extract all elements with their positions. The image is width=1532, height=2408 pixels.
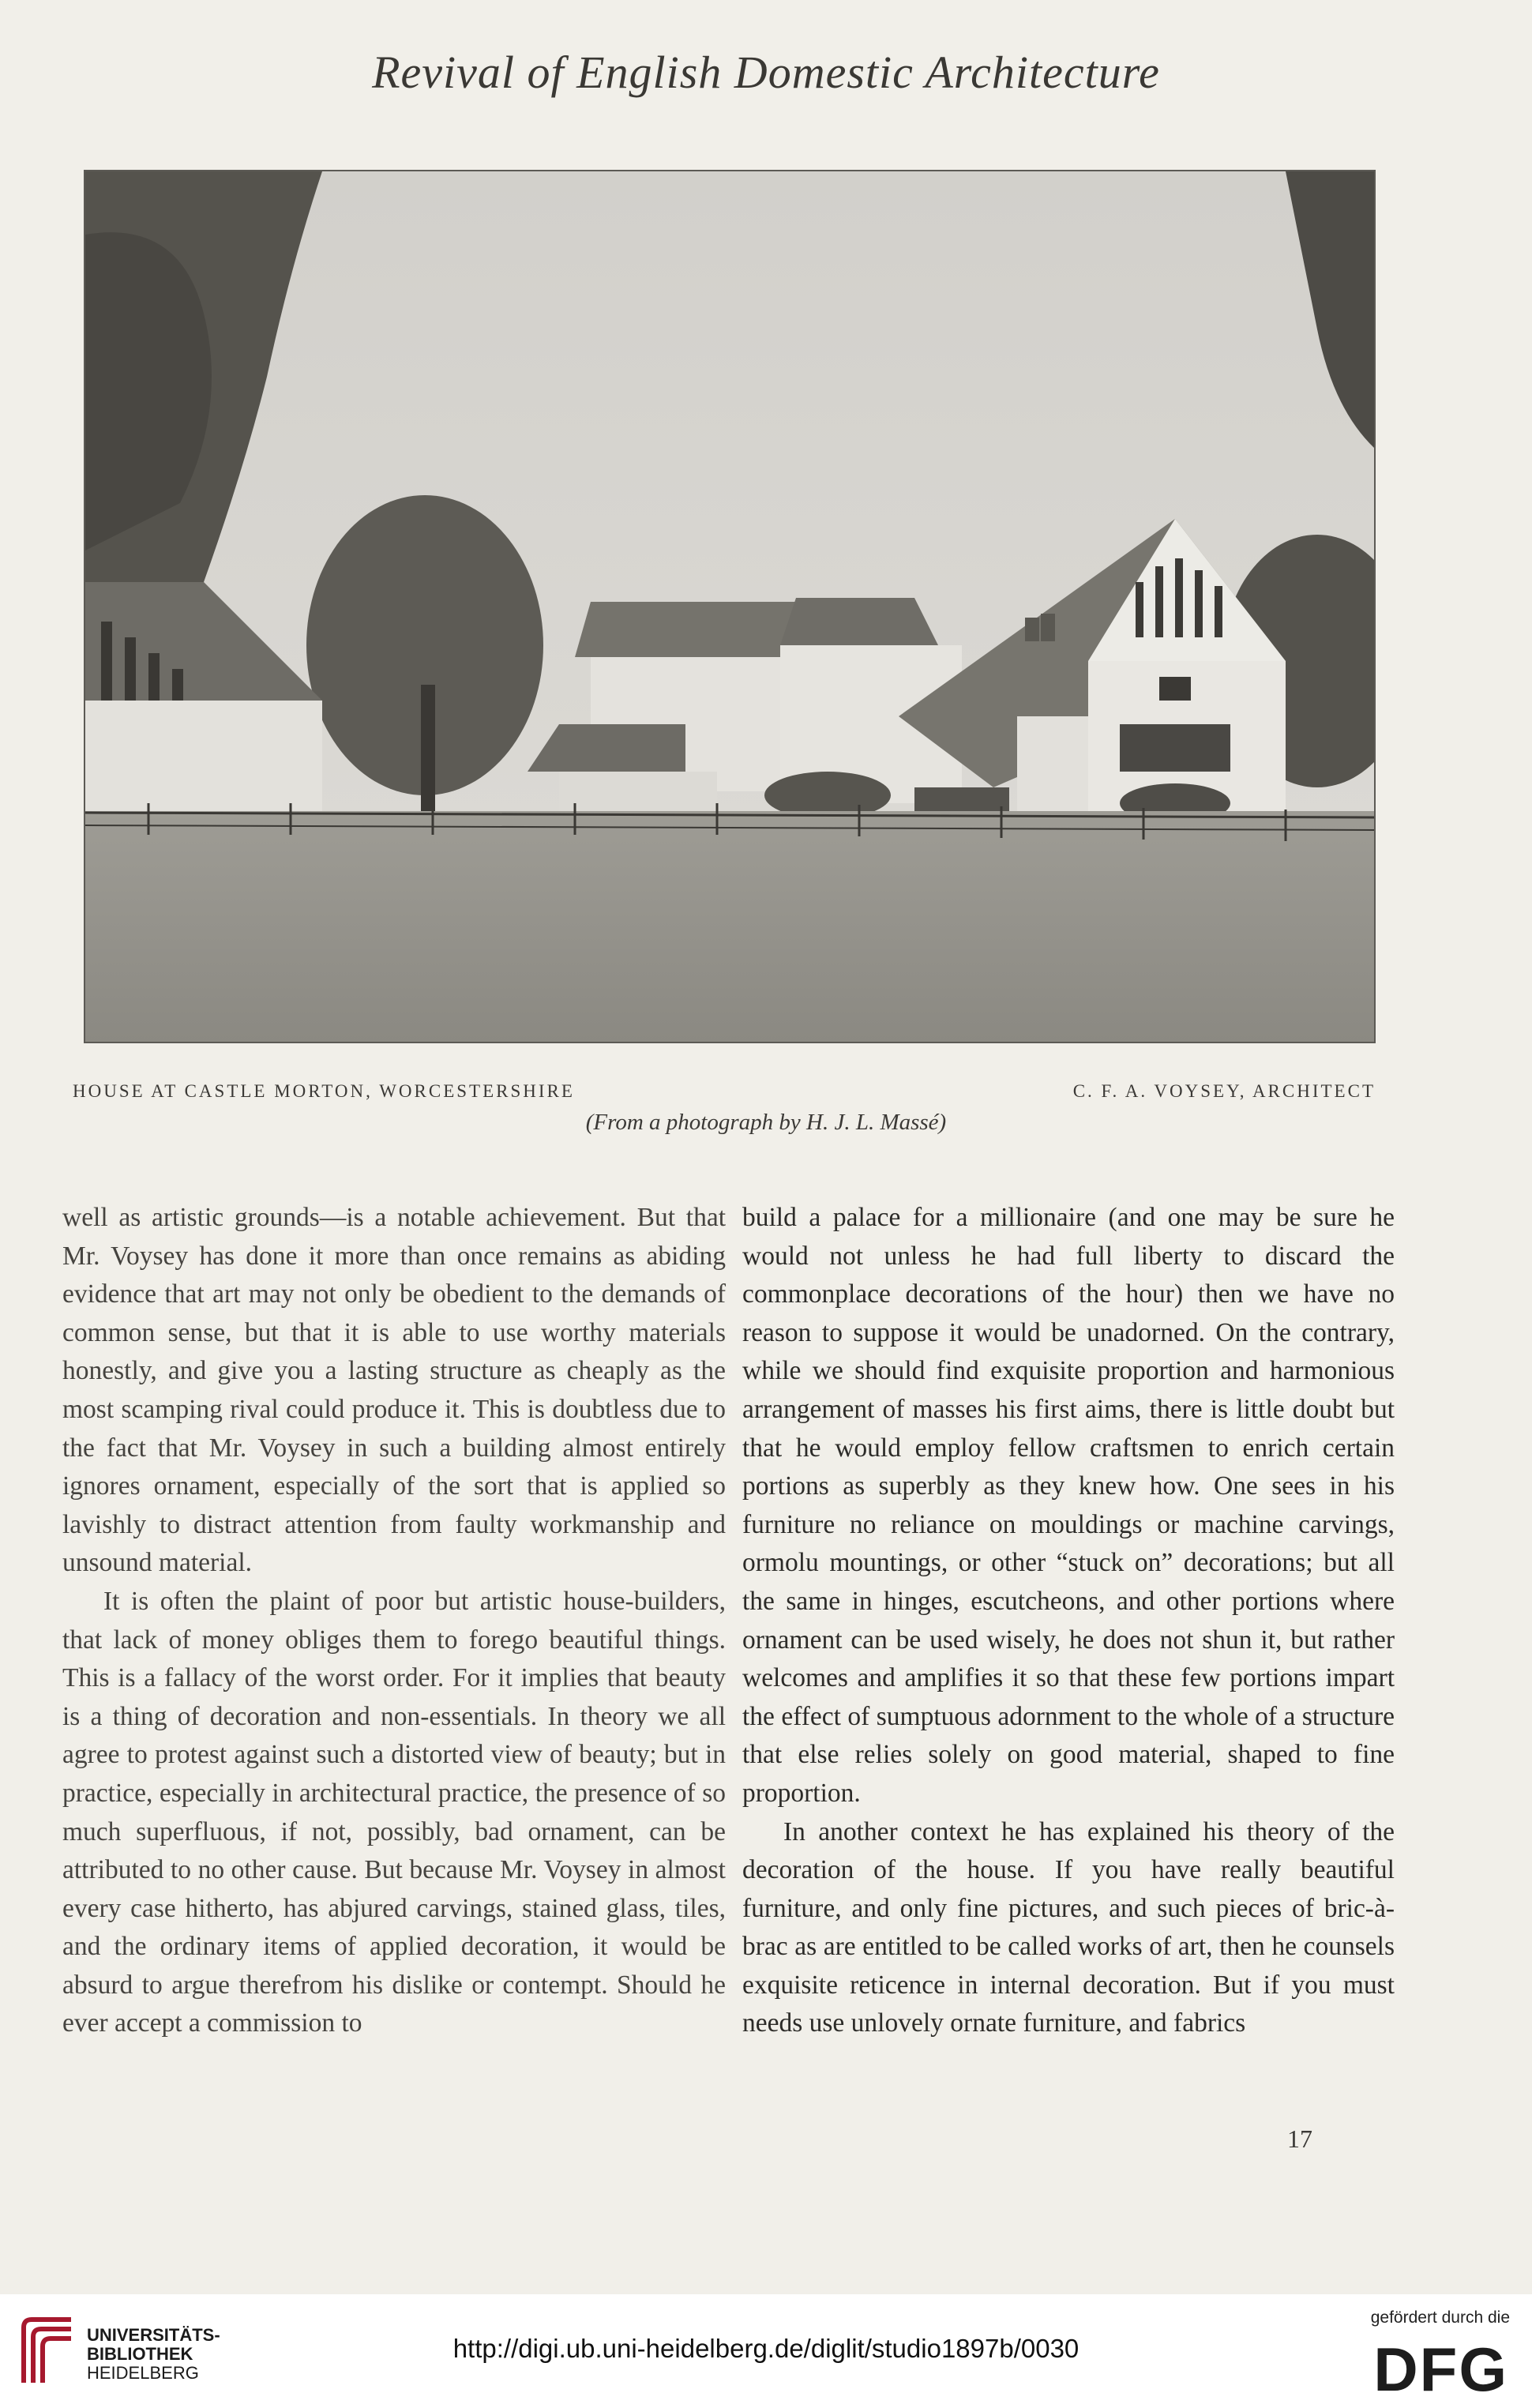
photograph-plate	[84, 170, 1376, 1043]
permalink-url[interactable]: http://digi.ub.uni-heidelberg.de/diglit/studio1897b/0030	[452, 2334, 1080, 2363]
running-head: Revival of English Domestic Architecture	[372, 47, 1160, 98]
photo-credit: (From a photograph by H. J. L. Massé)	[585, 1110, 947, 1135]
library-name: UNIVERSITÄTS- BIBLIOTHEK HEIDELBERG	[87, 2325, 220, 2383]
paragraph: It is often the plaint of poor but artistic house-builders, that lack of money obliges them to forego beautiful things. This is a fallacy of the worst order. For it implies that beauty is a thing of decoration and non-essentials. In theory we all agree to protest against such a distorted view of beauty; but in practice, especially in architectural practice, the presence of so much superfluous, if not, possibly, bad ornament, can be attributed to no other cause. But because Mr. Voysey in almost every case hitherto, has abjured carvings, stained glass, tiles, and the ordinary items of applied decoration, it would be absurd to argue therefrom his dislike or contempt. Should he ever accept a commission to	[62, 1586, 726, 2038]
right-column	[742, 1199, 1395, 2043]
caption-architect: C. F. A. VOYSEY, ARCHITECT	[1072, 1081, 1376, 1101]
paragraph: In another context he has explained his theory of the decoration of the house. If you have really beautiful furniture, and only fine pictures, and such pieces of bric-à-brac as are entitled to be called works of art, then he counsels exquisite reticence in internal decoration. But if you must needs use unlovely ornate furniture, and fabrics	[742, 1816, 1395, 2038]
caption-title: HOUSE AT CASTLE MORTON, WORCESTERSHIRE	[73, 1081, 575, 1101]
left-column	[62, 1199, 726, 2043]
dfg-logo-icon[interactable]: DFG	[1373, 2335, 1508, 2404]
funding-note: gefördert durch die	[1370, 2308, 1510, 2327]
paragraph: build a palace for a millionaire (and one may be sure he would not unless he had full liberty to discard the commonplace decorations of the hour) then we have no reason to suppose it would be unadorned. On the contrary, while we should find exquisite proportion and harmonious arrangement of masses his first aims, there is little doubt but that he would employ fellow craftsmen to enrich certain portions as superbly as they knew how. One sees in his furniture no reliance on mouldings or machine carvings, ormolu mountings, or other “stuck on” decorations; but all the same in hinges, escutcheons, and other portions where ornament can be used wisely, he does not shun it, but rather welcomes and amplifies it so that these few portions impart the effect of sumptuous adornment to the whole of a structure that else relies solely on good material, shaped to fine proportion.	[742, 1203, 1395, 1808]
page-number: 17	[1287, 2124, 1312, 2153]
house-photograph	[85, 171, 1374, 1042]
paragraph: well as artistic grounds—is a notable achievement. But that Mr. Voysey has done it more than once remains as abiding evidence that art may not only be obedient to the demands of common sense, but that it is able to use worthy materials honestly, and give you a lasting structure as cheaply as the most scamping rival could produce it. This is doubtless due to the fact that Mr. Voysey in such a building almost entirely ignores ornament, especially of the sort that is applied so lavishly to distract attention from faulty workmanship and unsound material.	[62, 1203, 726, 1578]
plate-caption	[73, 1081, 1376, 1108]
digitization-footer	[0, 2294, 1532, 2408]
